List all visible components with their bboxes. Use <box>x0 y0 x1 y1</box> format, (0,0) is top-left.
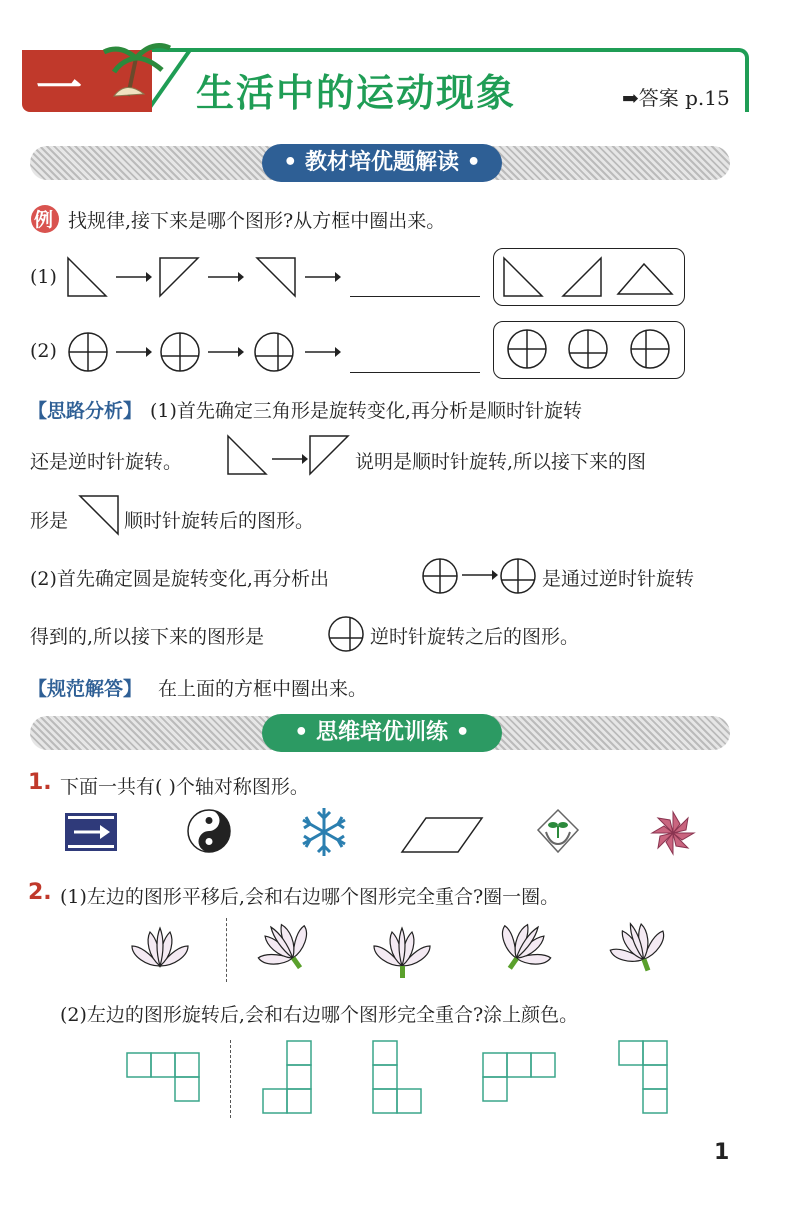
example-question: 找规律,接下来是哪个图形?从方框中圈出来。 <box>68 210 446 232</box>
section-title-2: • 思维培优训练 • <box>262 714 502 752</box>
circle-choice-c[interactable] <box>628 327 672 371</box>
divider-2 <box>230 1040 231 1118</box>
page-number: 1 <box>714 1140 730 1165</box>
lotus-flower-option-2[interactable] <box>370 926 434 982</box>
circle-cross-shape-1 <box>66 330 110 374</box>
analysis-line-4b: 是通过逆时针旋转 <box>542 568 695 590</box>
circle-cross-inline-1 <box>420 556 460 596</box>
circle-choice-a[interactable] <box>505 327 549 371</box>
grid-figure-option-2[interactable] <box>372 1040 432 1120</box>
analysis-line-4a: (2)首先确定圆是旋转变化,再分析出 <box>30 568 329 590</box>
answer-blank-2[interactable] <box>350 372 480 373</box>
example-badge: 例 <box>34 209 54 231</box>
triangle-shape-3 <box>255 256 299 300</box>
pinwheel-icon[interactable] <box>650 810 696 856</box>
analysis-line-1: (1)首先确定三角形是旋转变化,再分析是顺时针旋转 <box>150 400 582 422</box>
arrow-icon <box>208 345 244 359</box>
analysis-line-3b: 顺时针旋转后的图形。 <box>124 510 315 532</box>
circle-cross-shape-3 <box>252 330 296 374</box>
answer-blank-1[interactable] <box>350 296 480 297</box>
lotus-flower-option-4[interactable] <box>608 920 672 980</box>
row1-label: (1) <box>30 266 57 288</box>
question-1-number: 1. <box>28 770 52 795</box>
arrow-icon <box>462 568 498 582</box>
film-arrow-icon[interactable] <box>64 812 118 852</box>
arrow-icon <box>116 270 152 284</box>
question-1-text: 下面一共有( )个轴对称图形。 <box>60 776 309 798</box>
lotus-flower-original <box>128 926 192 972</box>
grid-figure-option-3[interactable] <box>482 1052 562 1108</box>
circle-cross-inline-3 <box>326 614 366 654</box>
analysis-line-2b: 说明是顺时针旋转,所以接下来的图 <box>355 451 647 473</box>
analysis-line-5a: 得到的,所以接下来的图形是 <box>30 626 265 648</box>
page-title: 生活中的运动现象 <box>196 71 517 115</box>
triangle-shape-2 <box>158 256 202 300</box>
lotus-flower-option-1[interactable] <box>255 920 319 980</box>
unit-number: 一 <box>36 61 82 115</box>
triangle-shape-1 <box>66 256 110 300</box>
triangle-choice-b[interactable] <box>561 256 605 300</box>
triangle-inline-2 <box>308 434 352 478</box>
palm-tree-icon <box>100 36 180 106</box>
yin-yang-icon[interactable] <box>186 808 232 854</box>
parallelogram-icon[interactable] <box>400 816 484 854</box>
arrow-icon <box>116 345 152 359</box>
analysis-line-2a: 还是逆时针旋转。 <box>30 451 183 473</box>
row2-label: (2) <box>30 340 57 362</box>
section-title-1: • 教材培优题解读 • <box>262 144 502 182</box>
circle-choice-b[interactable] <box>566 327 610 371</box>
analysis-line-3a: 形是 <box>30 510 69 532</box>
triangle-choice-c[interactable] <box>616 262 676 298</box>
triangle-choice-a[interactable] <box>502 256 546 300</box>
grid-figure-original <box>126 1052 206 1108</box>
arrow-icon <box>305 270 341 284</box>
analysis-tag: 【思路分析】 <box>28 400 143 422</box>
answer-reference: ➡答案 p.15 <box>622 86 730 110</box>
lotus-flower-option-3[interactable] <box>490 920 554 980</box>
grid-figure-option-4[interactable] <box>618 1040 678 1120</box>
hands-sprout-icon[interactable] <box>536 808 580 854</box>
circle-cross-inline-2 <box>498 556 538 596</box>
question-2-part-1: (1)左边的图形平移后,会和右边哪个图形完全重合?圈一圈。 <box>60 886 560 908</box>
arrow-icon <box>305 345 341 359</box>
answer-text: 在上面的方框中圈出来。 <box>158 678 368 700</box>
answer-tag: 【规范解答】 <box>28 678 143 700</box>
grid-figure-option-1[interactable] <box>262 1040 322 1120</box>
analysis-line-5b: 逆时针旋转之后的图形。 <box>370 626 580 648</box>
snowflake-icon[interactable] <box>298 806 350 858</box>
arrow-icon <box>272 452 308 466</box>
triangle-inline-1 <box>226 434 270 478</box>
circle-cross-shape-2 <box>158 330 202 374</box>
question-2-part-2: (2)左边的图形旋转后,会和右边哪个图形完全重合?涂上颜色。 <box>60 1004 579 1026</box>
arrow-icon <box>208 270 244 284</box>
question-2-number: 2. <box>28 880 52 905</box>
triangle-inline-3 <box>78 494 122 538</box>
divider-1 <box>226 918 227 982</box>
